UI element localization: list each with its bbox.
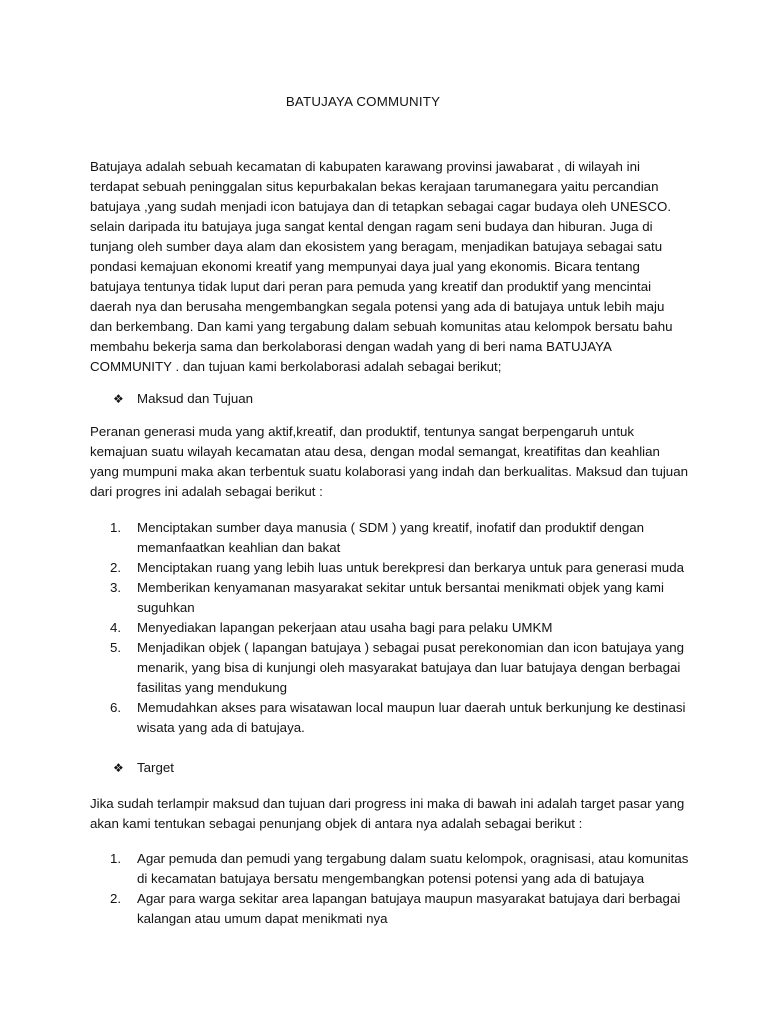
list-item: 6. Memudahkan akses para wisatawan local maupun luar daerah untuk berkunjung ke destinasi wisata yang ada di batujaya. (110, 700, 686, 735)
list-item: 2. Menciptakan ruang yang lebih luas untuk berekpresi dan berkarya untuk para generasi muda (110, 560, 684, 575)
document-title: BATUJAYA COMMUNITY (285, 94, 441, 109)
maksud-paragraph: Peranan generasi muda yang aktif,kreatif, dan produktif, tentunya sangat berpengaruh untuk kemajuan suatu wilayah kecamatan atau desa, dengan modal semangat, kreatifitas dan keahlian yang mumpuni maka akan terbentuk suatu kolaborasi yang indah dan berkualitas. Maksud dan tujuan dari progres ini adalah sebagai berikut : (90, 424, 688, 499)
target-list (110, 849, 695, 929)
intro-paragraph: Batujaya adalah sebuah kecamatan di kabupaten karawang provinsi jawabarat , di wilayah ini terdapat sebuah peninggalan situs kepurbakalan bekas kerajaan tarumanegara yaitu percandian batujaya ,yang sudah menjadi icon batujaya dan di tetapkan sebagai cagar budaya oleh UNESCO. selain daripada itu batujaya juga sangat kental dengan ragam seni budaya dan hiburan. Juga di tunjang oleh sumber daya alam dan ekosistem yang beragam, menjadikan batujaya sebagai satu pondasi kemajuan ekonomi kreatif yang mempunyai daya jual yang ekonomis. Bicara tentang batujaya tentunya tidak luput dari peran para pemuda yang kreatif dan produktif yang mencintai daerah nya dan berusaha mengembangkan segala potensi yang ada di batujaya untuk lebih maju dan berkembang. Dan kami yang tergabung dalam sebuah komunitas atau kelompok bersatu bahu membahu bekerja sama dan berkolaborasi dengan wadah yang di beri nama BATUJAYA COMMUNITY . dan tujuan kami berkolaborasi adalah sebagai berikut; (90, 159, 673, 374)
section-heading-label: Maksud dan Tujuan (137, 391, 254, 406)
section-heading-label: Target (137, 760, 174, 775)
target-paragraph: Jika sudah terlampir maksud dan tujuan dari progress ini maka di bawah ini adalah target pasar yang akan kami tentukan sebagai penunjang objek di antara nya adalah sebagai berikut : (90, 796, 685, 831)
section-heading-maksud (113, 389, 253, 409)
section-heading-target (113, 758, 174, 778)
list-item: 2. Agar para warga sekitar area lapangan batujaya maupun masyarakat batujaya dari berbagai kalangan atau umum dapat menikmati nya (110, 891, 681, 926)
list-item: 4. Menyediakan lapangan pekerjaan atau usaha bagi para pelaku UMKM (110, 620, 553, 635)
list-item: 1. Menciptakan sumber daya manusia ( SDM ) yang kreatif, inofatif dan produktif dengan memanfaatkan keahlian dan bakat (110, 520, 645, 555)
list-item: 3. Memberikan kenyamanan masyarakat sekitar untuk bersantai menikmati objek yang kami suguhkan (110, 580, 664, 615)
list-item: 1. Agar pemuda dan pemudi yang tergabung dalam suatu kelompok, oragnisasi, atau komunitas di kecamatan batujaya bersatu mengembangkan potensi potensi yang ada di batujaya (110, 851, 689, 886)
maksud-list (110, 518, 695, 738)
diamond-bullet-icon: ❖ (113, 761, 124, 775)
list-item: 5. Menjadikan objek ( lapangan batujaya ) sebagai pusat perekonomian dan icon batujaya yang menarik, yang bisa di kunjungi oleh masyarakat batujaya dan luar batujaya dengan berbagai fasilitas yang mendukung (110, 640, 685, 695)
diamond-bullet-icon: ❖ (113, 392, 124, 406)
